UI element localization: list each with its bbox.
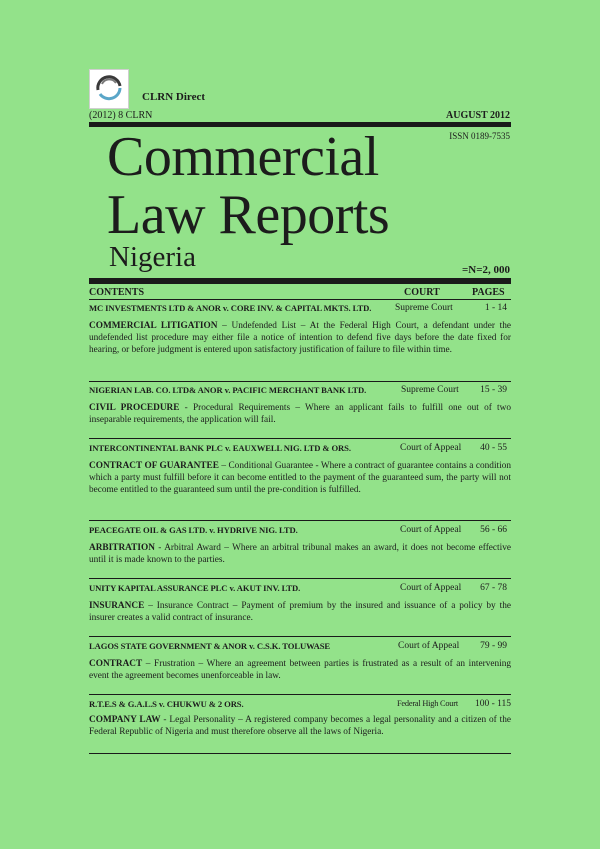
case-summary xyxy=(89,600,511,624)
case-entry xyxy=(89,583,511,624)
case-topic: COMMERCIAL LITIGATION xyxy=(89,321,218,331)
case-entry xyxy=(89,699,511,738)
country-subtitle: Nigeria xyxy=(109,241,196,273)
case-pages: 15 - 39 xyxy=(480,385,507,395)
contents-header: CONTENTS xyxy=(89,287,145,298)
pages-header: PAGES xyxy=(472,287,505,298)
entry-divider xyxy=(89,520,511,521)
case-summary-text: - Legal Personality – A registered company becomes a legal personality and a citizen of the Federal Republic of Nigeria and must therefore observe all the laws of Nigeria. xyxy=(89,715,511,737)
title-line-2: Law Reports xyxy=(107,184,390,246)
case-topic: ARBITRATION xyxy=(89,543,155,553)
logo-swirl-icon xyxy=(90,70,128,108)
case-topic: CIVIL PROCEDURE xyxy=(89,403,180,413)
case-entry xyxy=(89,641,511,682)
case-summary-text: – Frustration – Where an agreement between parties is frustrated as a result of an intervening event the agreement becomes unenforceable in law. xyxy=(89,659,511,681)
case-entry xyxy=(89,443,511,496)
entry-divider xyxy=(89,578,511,579)
issue-date: AUGUST 2012 xyxy=(446,110,510,121)
case-topic: INSURANCE xyxy=(89,601,145,611)
header-rule xyxy=(89,299,511,300)
case-pages: 79 - 99 xyxy=(480,641,507,651)
case-topic: CONTRACT OF GUARANTEE xyxy=(89,461,219,471)
case-pages: 67 - 78 xyxy=(480,583,507,593)
title-line-1: Commercial xyxy=(107,126,379,188)
case-court: Supreme Court xyxy=(401,385,459,395)
middle-rule xyxy=(89,278,511,284)
case-title: INTERCONTINENTAL BANK PLC v. EAUXWELL NIG. LTD & ORS. xyxy=(89,443,351,453)
case-pages: 100 - 115 xyxy=(474,699,511,709)
court-header: COURT xyxy=(404,287,440,298)
case-summary xyxy=(89,542,511,566)
case-title: LAGOS STATE GOVERNMENT & ANOR v. C.S.K. TOLUWASE xyxy=(89,641,331,651)
case-title: UNITY KAPITAL ASSURANCE PLC v. AKUT INV. LTD. xyxy=(89,583,301,593)
entry-divider xyxy=(89,694,511,695)
case-court: Court of Appeal xyxy=(398,641,460,651)
case-summary-text: – Undefended List – At the Federal High Court, a defendant under the undefended list procedure may either file a notice of intention to defend five days before the date fixed for hearing, or before judgment is entered upon satisfactory justification of failure to file within time. xyxy=(89,321,512,355)
case-pages: 40 - 55 xyxy=(480,443,507,453)
issue-number: (2012) 8 CLRN xyxy=(89,110,153,121)
case-entry xyxy=(89,385,511,426)
case-summary-text: – Insurance Contract – Payment of premium by the insured and issuance of a policy by the insurer creates a valid contract of insurance. xyxy=(89,601,511,623)
case-court: Court of Appeal xyxy=(400,583,462,593)
entry-divider xyxy=(89,438,511,439)
case-court: Court of Appeal xyxy=(400,525,462,535)
clrn-logo xyxy=(89,69,129,109)
case-topic: COMPANY LAW xyxy=(89,715,161,725)
case-summary xyxy=(89,320,511,356)
price: =N=2, 000 xyxy=(462,264,510,276)
case-summary xyxy=(89,714,511,738)
case-title: NIGERIAN LAB. CO. LTD& ANOR v. PACIFIC MERCHANT BANK LTD. xyxy=(89,385,367,395)
entry-divider xyxy=(89,753,511,754)
issn: ISSN 0189-7535 xyxy=(449,131,510,141)
case-court: Supreme Court xyxy=(395,303,453,313)
case-summary-text: - Arbitral Award – Where an arbitral tribunal makes an award, it does not become effective until it is made known to the parties. xyxy=(89,543,511,565)
case-summary-text: - Procedural Requirements – Where an applicant fails to fulfill one out of two inseparable requirements, the application will fail. xyxy=(89,403,511,425)
case-summary xyxy=(89,402,511,426)
case-title: R.T.E.S & G.A.L.S v. CHUKWU & 2 ORS. xyxy=(89,699,244,709)
case-entry xyxy=(89,303,511,356)
case-topic: CONTRACT xyxy=(89,659,143,669)
case-summary-text: – Conditional Guarantee - Where a contract of guarantee contains a condition which a party must fulfill before it can become entitled to the payment of the guaranteed sum, the party will not become entitled to the guaranteed sum until the pre-condition is fulfilled. xyxy=(89,461,511,495)
case-pages: 1 - 14 xyxy=(484,303,507,313)
case-title: MC INVESTMENTS LTD & ANOR v. CORE INV. & CAPITAL MKTS. LTD. xyxy=(89,303,372,313)
case-pages: 56 - 66 xyxy=(480,525,507,535)
entry-divider xyxy=(89,381,511,382)
case-entry xyxy=(89,525,511,566)
case-court: Court of Appeal xyxy=(400,443,462,453)
case-summary xyxy=(89,658,511,682)
entry-divider xyxy=(89,636,511,637)
case-court: Federal High Court xyxy=(397,699,458,708)
brand-name: CLRN Direct xyxy=(142,91,206,103)
case-summary xyxy=(89,460,511,496)
case-title: PEACEGATE OIL & GAS LTD. v. HYDRIVE NIG. LTD. xyxy=(89,525,298,535)
